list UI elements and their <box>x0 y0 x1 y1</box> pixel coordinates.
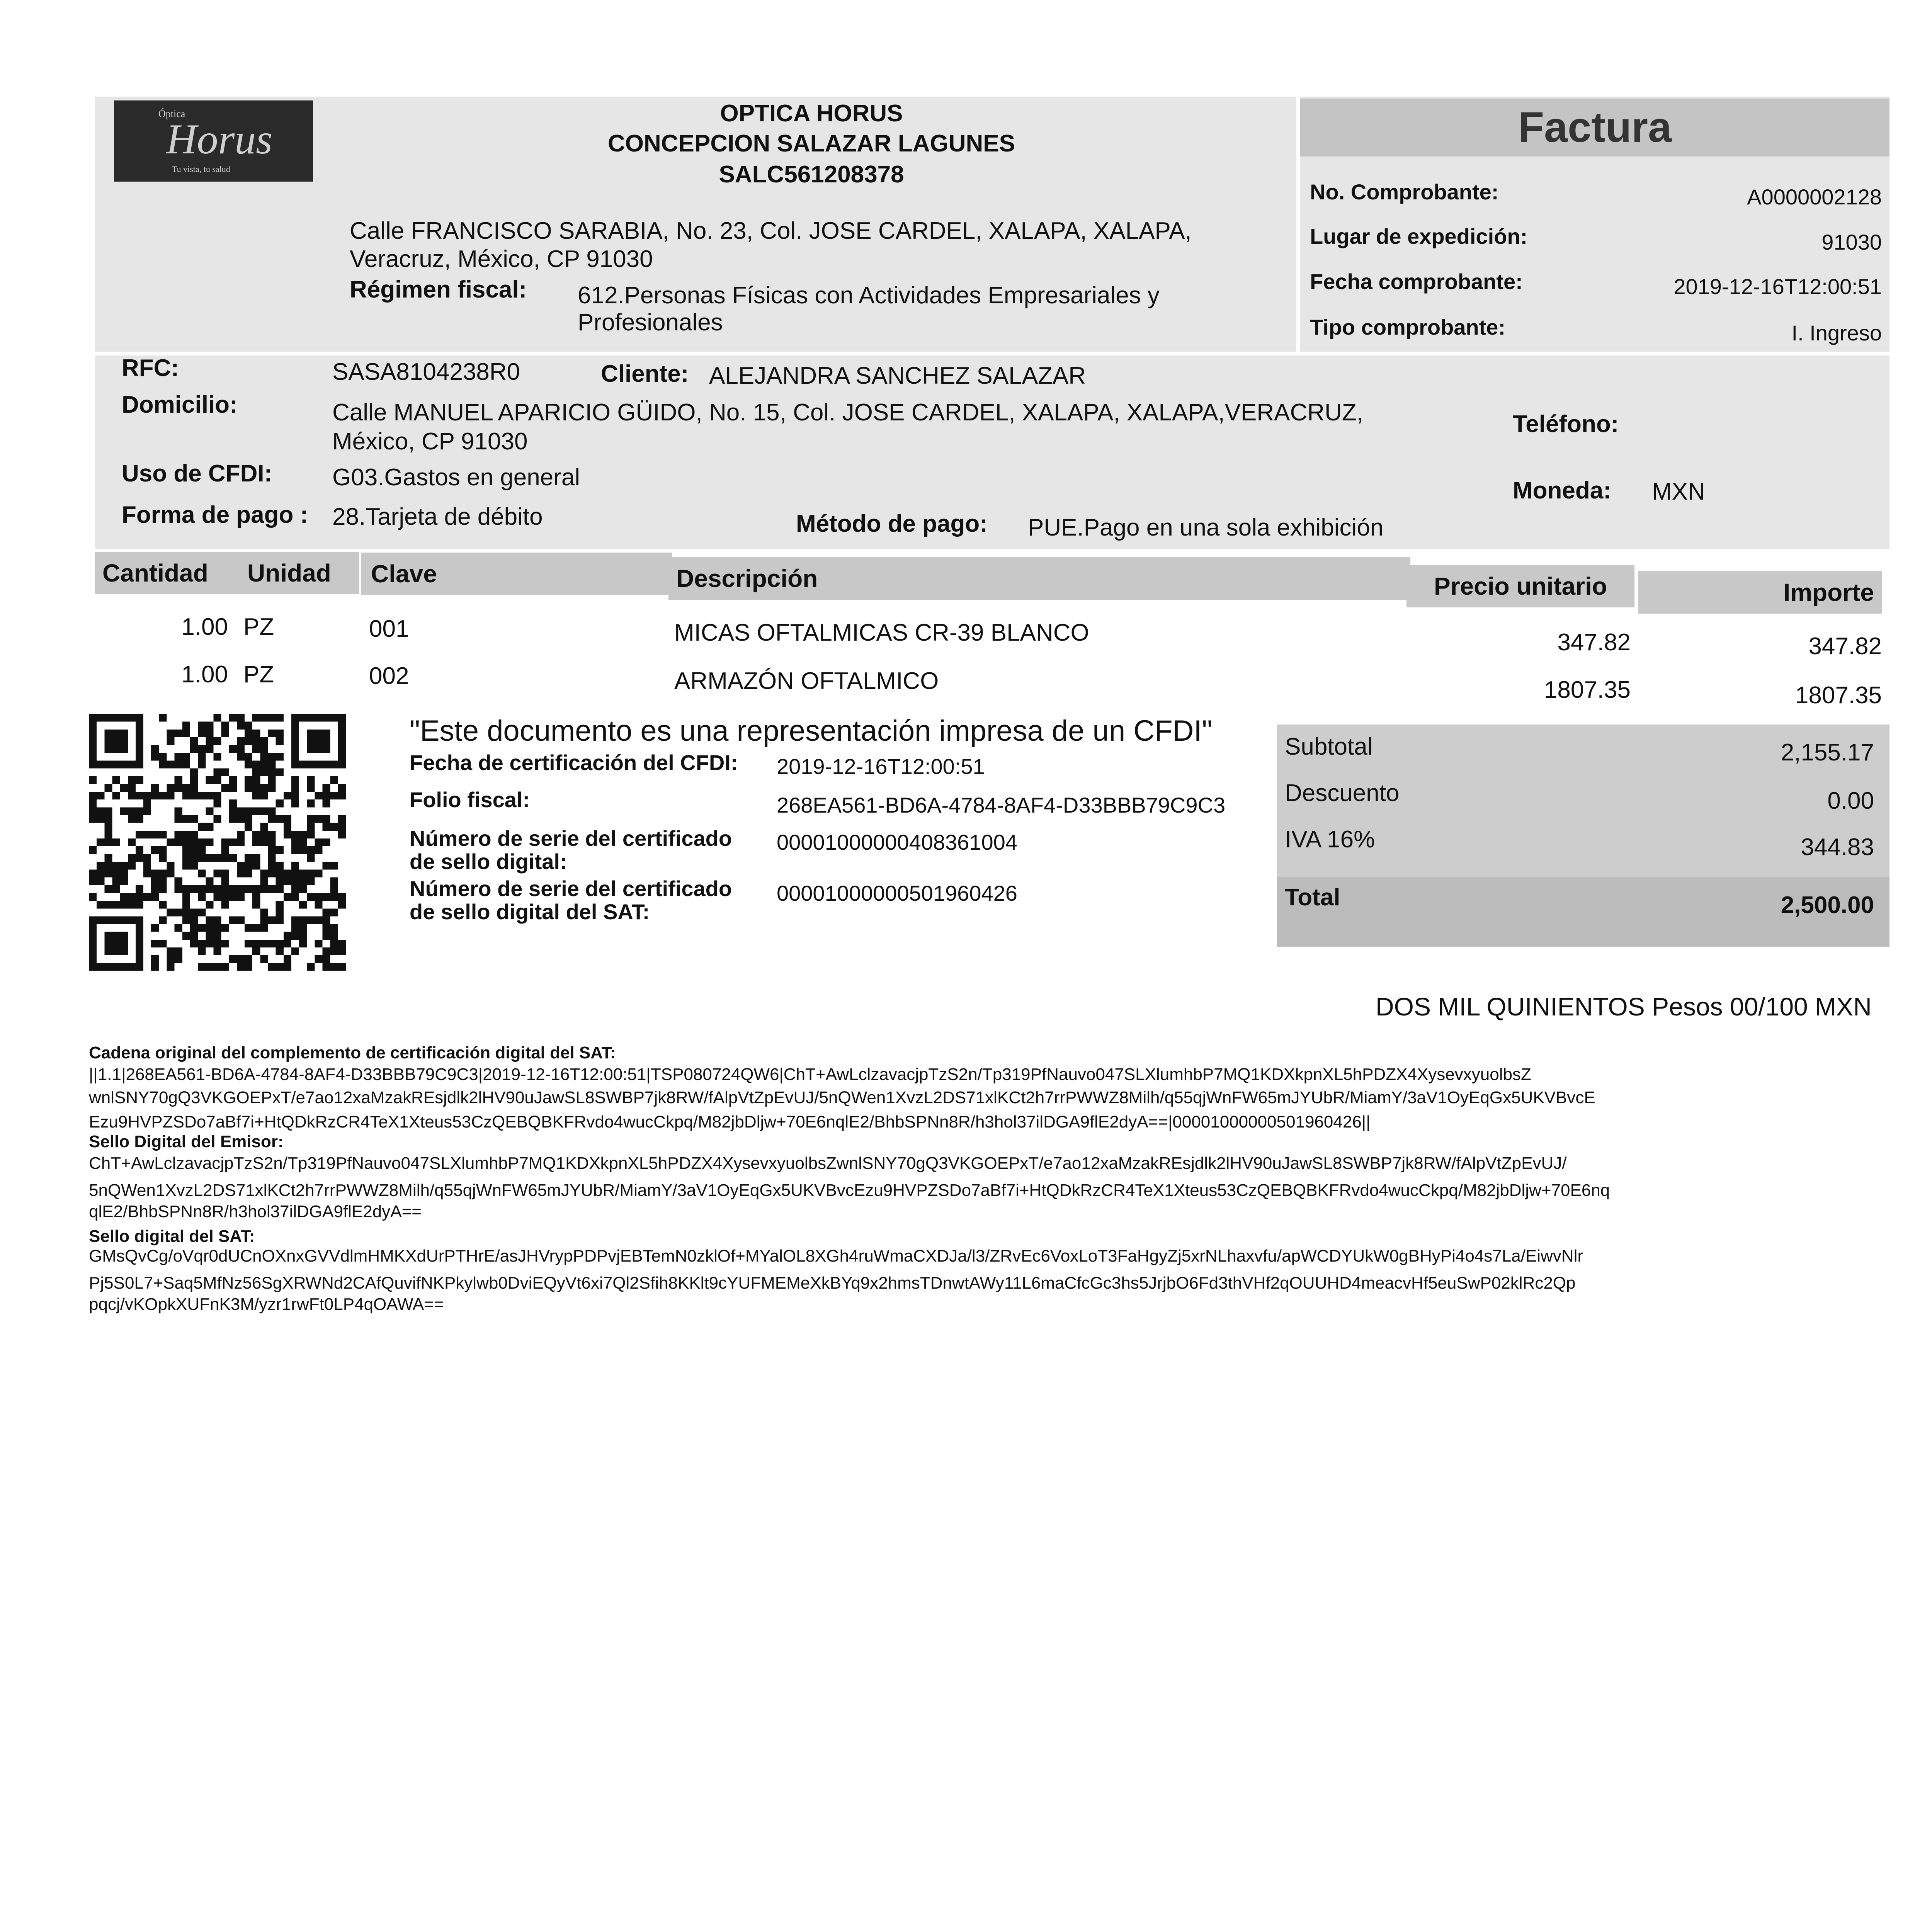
issuer-address-line1: Calle FRANCISCO SARABIA, No. 23, Col. JOSE CARDEL, XALAPA, XALAPA, <box>350 218 1192 244</box>
client-name: ALEJANDRA SANCHEZ SALAZAR <box>709 362 1086 389</box>
invoice-type: I. Ingreso <box>1791 321 1882 345</box>
cadena-label: Cadena original del complemento de certificación digital del SAT: <box>89 1043 616 1062</box>
invoice-title: Factura <box>1300 99 1889 156</box>
cell-cantidad: 1.00 <box>181 661 228 688</box>
domicilio-label: Domicilio: <box>122 391 238 418</box>
sello-emisor-label: Sello Digital del Emisor: <box>89 1132 284 1151</box>
serie-label-1: Número de serie del certificado <box>410 826 732 850</box>
regimen-line2: Profesionales <box>578 309 723 336</box>
invoice-date: 2019-12-16T12:00:51 <box>1673 274 1882 299</box>
client-payment-method: PUE.Pago en una sola exhibición <box>1028 514 1384 541</box>
sello-emisor-line: qlE2/BhbSPNn8R/h3hol37ilDGA9flE2dyA== <box>89 1202 422 1221</box>
client-uso-cfdi: G03.Gastos en general <box>332 464 580 491</box>
cell-clave: 001 <box>369 616 409 642</box>
issuer-logo <box>114 100 313 182</box>
expedition-place: 91030 <box>1821 230 1882 254</box>
forma-label: Forma de pago : <box>122 502 308 528</box>
client-address-line1: Calle MANUEL APARICIO GÜIDO, No. 15, Col. JOSE CARDEL, XALAPA, XALAPA,VERACRUZ, <box>332 399 1363 426</box>
column-header-clave: Clave <box>361 553 672 595</box>
cert-date: 2019-12-16T12:00:51 <box>777 754 985 779</box>
issuer-rfc: SALC561208378 <box>719 161 904 188</box>
cell-importe: 347.82 <box>1808 633 1882 660</box>
serie-sat-label-2: de sello digital del SAT: <box>410 900 650 924</box>
telefono-label: Teléfono: <box>1513 411 1619 437</box>
cadena-line: Ezu9HVPZSDo7aBf7i+HtQDkRzCR4TeX1Xteus53CzQEBQBKFRvdo4wucCkpq/M82jbDljw+70E6nqlE2/BhbSPNn8R/h3hol37ilDGA9flE2dyA==|00001000000501960426|| <box>89 1112 1371 1131</box>
serie-label-2: de sello digital: <box>410 849 567 874</box>
cell-unidad: PZ <box>243 661 274 688</box>
iva-value: 344.83 <box>1801 834 1874 861</box>
total-value: 2,500.00 <box>1781 892 1874 918</box>
metodo-label: Método de pago: <box>796 510 988 537</box>
descuento-value: 0.00 <box>1827 787 1874 814</box>
column-header-unidad: Unidad <box>242 552 359 594</box>
cell-precio: 1807.35 <box>1544 677 1631 703</box>
client-rfc: SASA8104238R0 <box>332 359 520 385</box>
cadena-line: wnlSNY70gQ3VKGOEPxT/e7ao12xaMzakREsjdlk2lHV90uJawSL8SWBP7jk8RW/fAlpVtZpEvUJ/5nQWen1XvzL2DS71xlKCt2h7rrPWWZ8Milh/q55qjWnFW65mJYUbR/MiamY/3aV1OyEqGx5UKVBvcE <box>89 1088 1595 1107</box>
cell-descripcion: MICAS OFTALMICAS CR-39 BLANCO <box>674 619 1089 646</box>
column-header-cantidad: Cantidad <box>95 552 245 594</box>
column-header-precio: Precio unitario <box>1406 565 1634 607</box>
cfdi-notice: "Este documento es una representación impresa de un CFDI" <box>410 714 1213 747</box>
iva-label: IVA 16% <box>1285 826 1375 853</box>
descuento-label: Descuento <box>1285 780 1400 806</box>
sello-sat-line: Pj5S0L7+Saq5MfNz56SgXRWNd2CAfQuvifNKPkylwb0DviEQyVt6xi7Ql2Sfih8KKlt9cYUFMEMeXkBYq9x2hmsTDnwtAWy11L6maCfcGc3hs5JrjbO6Fd3thVHf2qOUUHD4meacvHf5euSwP02klRc2Qp <box>89 1274 1576 1293</box>
folio-label: Folio fiscal: <box>410 787 530 812</box>
column-header-importe: Importe <box>1638 571 1882 614</box>
logo-small-top: Óptica <box>158 108 185 119</box>
cell-cantidad: 1.00 <box>181 614 228 640</box>
sello-emisor-line: 5nQWen1XvzL2DS71xlKCt2h7rrPWWZ8Milh/q55qjWnFW65mJYUbR/MiamY/3aV1OyEqGx5UKVBvcEzu9HVPZSDo7aBf7i+HtQDkRzCR4TeX1Xteus53CzQEBQBKFRvdo4wucCkpq/M82jbDljw+70E6nq <box>89 1181 1610 1200</box>
regimen-label: Régimen fiscal: <box>350 276 527 303</box>
rfc-label: RFC: <box>122 355 179 381</box>
cell-unidad: PZ <box>243 614 274 640</box>
cert-date-label: Fecha de certificación del CFDI: <box>410 750 738 775</box>
cell-importe: 1807.35 <box>1795 682 1882 709</box>
moneda-label: Moneda: <box>1513 477 1611 504</box>
sello-sat-line: pqcj/vKOpkXUFnK3M/yzr1rwFt0LP4qOAWA== <box>89 1295 444 1314</box>
issuer-name: CONCEPCION SALAZAR LAGUNES <box>607 130 1015 157</box>
subtotal-value: 2,155.17 <box>1781 739 1874 766</box>
cadena-line: ||1.1|268EA561-BD6A-4784-8AF4-D33BBB79C9C3|2019-12-16T12:00:51|TSP080724QW6|ChT+AwLclzavacjpTzS2n/Tp319PfNauvo047SLXlumhbP7MQ1KDXkpnXL5hPDZX4XysevxyuolbsZ <box>89 1065 1531 1084</box>
cliente-label: Cliente: <box>601 361 689 387</box>
invoice-field-label: No. Comprobante: <box>1310 180 1499 204</box>
total-label: Total <box>1285 884 1340 911</box>
invoice-field-label: Lugar de expedición: <box>1310 224 1528 248</box>
client-currency: MXN <box>1652 478 1705 505</box>
logo-small-bottom: Tu vista, tu salud <box>172 164 230 174</box>
sello-emisor-line: ChT+AwLclzavacjpTzS2n/Tp319PfNauvo047SLXlumhbP7MQ1KDXkpnXL5hPDZX4XysevxyuolbsZwnlSNY70gQ3VKGOEPxT/e7ao12xaMzakREsjdlk2lHV90uJawSL8SWBP7jk8RW/fAlpVtZpEvUJ/ <box>89 1154 1567 1173</box>
client-address-line2: México, CP 91030 <box>332 428 528 455</box>
cell-descripcion: ARMAZÓN OFTALMICO <box>674 668 939 694</box>
column-header-descripcion: Descripción <box>668 557 1410 600</box>
client-payment-form: 28.Tarjeta de débito <box>332 503 543 530</box>
sello-sat-label: Sello digital del SAT: <box>89 1227 255 1246</box>
sello-sat-line: GMsQvCg/oVqr0dUCnOXnxGVVdlmHMKXdUrPTHrE/asJHVrypPDPvjEBTemN0zklOf+MYalOL8XGh4ruWmaCXDJa/l3/ZRvEc6VoxLoT3FaHgyZj5xrNLhaxvfu/apWCDYUkW0gBHyPi4o4s7La/EiwvNlr <box>89 1247 1583 1265</box>
uso-label: Uso de CFDI: <box>122 460 272 487</box>
invoice-field-label: Tipo comprobante: <box>1310 315 1506 339</box>
cell-precio: 347.82 <box>1557 629 1631 656</box>
issuer-trade-name: OPTICA HORUS <box>720 100 903 127</box>
qr-code <box>89 713 346 972</box>
serie-certificado: 00001000000408361004 <box>777 830 1017 854</box>
subtotal-label: Subtotal <box>1285 733 1373 760</box>
serie-certificado-sat: 00001000000501960426 <box>777 881 1017 905</box>
logo-text: Horus <box>166 116 273 163</box>
serie-sat-label-1: Número de serie del certificado <box>410 876 732 901</box>
folio-fiscal: 268EA561-BD6A-4784-8AF4-D33BBB79C9C3 <box>777 793 1226 817</box>
issuer-address-line2: Veracruz, México, CP 91030 <box>350 246 653 272</box>
regimen-line1: 612.Personas Físicas con Actividades Empresariales y <box>578 282 1160 309</box>
amount-in-words: DOS MIL QUINIENTOS Pesos 00/100 MXN <box>1376 992 1872 1021</box>
cell-clave: 002 <box>369 663 409 689</box>
invoice-field-label: Fecha comprobante: <box>1310 269 1523 294</box>
invoice-number: A0000002128 <box>1747 185 1882 209</box>
